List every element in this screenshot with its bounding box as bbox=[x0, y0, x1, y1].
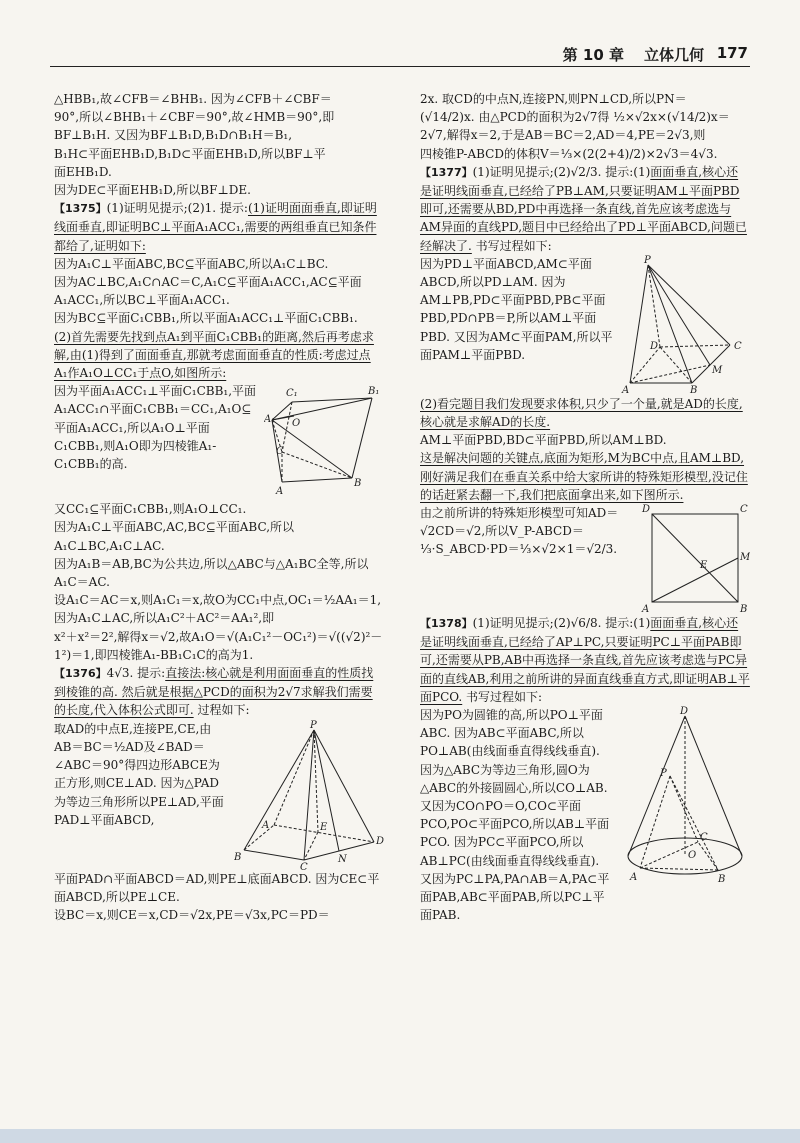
label-B: B bbox=[718, 874, 726, 886]
text-line: 因为A₁C⊥平面ABC,BC⊆平面ABC,所以A₁C⊥BC. bbox=[54, 256, 329, 271]
label-E: E bbox=[320, 821, 328, 833]
label-O: O bbox=[688, 850, 697, 862]
problem-id: 【1377】 bbox=[420, 165, 473, 179]
label-A: A bbox=[276, 486, 284, 498]
text-line: B₁H⊂平面EHB₁D,B₁D⊂平面EHB₁D,所以BF⊥平 bbox=[54, 146, 326, 161]
text-line: (2)首先需要先找到点A₁到平面C₁CBB₁的距离,然后再考虑求解,由(1)得到了面面垂直,那就考虑面面垂直的性质:考虑过点A₁作A₁O⊥CC₁于点O,如图所示: bbox=[54, 329, 374, 381]
left-column bbox=[54, 90, 384, 924]
text-line: 因为A₁C⊥平面ABC,AC,BC⊆平面ABC,所以A₁C⊥BC,A₁C⊥AC. bbox=[54, 520, 295, 553]
prism-figure-1375 bbox=[264, 382, 384, 500]
text-line: 又CC₁⊆平面C₁CBB₁,则A₁O⊥CC₁. bbox=[54, 502, 247, 517]
label-M: M bbox=[712, 364, 723, 376]
text-line: 因为DE⊂平面EHB₁D,所以BF⊥DE. bbox=[54, 183, 251, 198]
label-P: P bbox=[310, 719, 317, 731]
label-B: B bbox=[690, 384, 698, 395]
header-rule bbox=[50, 66, 750, 67]
text-line: 这是解决问题的关键点,底面为矩形,M为BC中点,且AM⊥BD,刚好满足我们在垂直关系中给大家所讲的特殊矩形模型,没记住的话赶紧去翻一下,我们把底面拿出来,如下图所示. bbox=[420, 451, 748, 502]
figure-row bbox=[420, 255, 750, 395]
text-line: 因为平面A₁ACC₁⊥平面C₁CBB₁,平面A₁ACC₁∩平面C₁CBB₁＝CC₁,A₁O⊆平面A₁ACC₁,所以A₁O⊥平面C₁CBB₁,则A₁O即为四棱锥A₁-C₁CBB₁的高. bbox=[54, 384, 257, 472]
label-P: P bbox=[644, 254, 651, 266]
label-B1: B₁ bbox=[368, 386, 380, 398]
label-D: D bbox=[650, 340, 659, 352]
text-line: 因为BC⊆平面C₁CBB₁,所以平面A₁ACC₁⊥平面C₁CBB₁. bbox=[54, 311, 358, 326]
text-line: 四棱锥P-ABCD的体积V＝⅓×(2(2+4)/2)×2√3＝4√3. bbox=[420, 146, 718, 161]
label-D: D bbox=[376, 835, 384, 847]
text-line: 面EHB₁D. bbox=[54, 164, 112, 179]
problem-1378: 【1378】(1)证明见提示;(2)√6/8. 提示:(1)面面垂直,核心还是证明线面垂直,已经给了AP⊥PC,只要证明PC⊥平面PAB即可,还需要从PB,AB中再选择一条直线,首先应该考虑选与PC异面的直线AB,利用之前所讲的异面直线垂直方式,即证明AB⊥平面PCO. 书写过程如下: bbox=[420, 616, 750, 704]
label-N: N bbox=[338, 853, 347, 865]
pyramid-figure-1376 bbox=[234, 720, 384, 870]
label-A: A bbox=[622, 384, 630, 395]
problem-1375: 【1375】(1)证明见提示;(2)1. 提示:(1)证明面面垂直,即证明线面垂直,即证明BC⊥平面A₁ACC₁,需要的两组垂直已知条件都给了,证明如下: bbox=[54, 201, 377, 253]
label-C: C bbox=[740, 504, 748, 516]
text-line: (2)看完题目我们发现要求体积,只少了一个量,就是AD的长度,核心就是求解AD的长度. bbox=[420, 396, 743, 430]
problem-id: 【1378】 bbox=[420, 617, 473, 631]
text-line: 90°,所以∠BHB₁＋∠CBF＝90°,故∠HMB＝90°,即 bbox=[54, 110, 335, 125]
text-line: BF⊥B₁H. 又因为BF⊥B₁D,B₁D∩B₁H＝B₁, bbox=[54, 128, 293, 143]
text-line: 2√7,解得x＝2,于是AB＝BC＝2,AD＝4,PE＝2√3,则 bbox=[420, 128, 706, 143]
text-line: 因为PD⊥平面ABCD,AM⊂平面ABCD,所以PD⊥AM. 因为AM⊥PB,PD⊂平面PBD,PB⊂平面PBD,PD∩PB＝P,所以AM⊥平面PBD. 又因为AM⊂平面PAM,所以平面PAM⊥平面PBD. bbox=[420, 256, 613, 362]
figure-row bbox=[54, 720, 384, 870]
cone-figure-1378 bbox=[620, 706, 750, 886]
text-line: 由之前所讲的特殊矩形模型可知AD＝√2CD＝√2,所以V_P-ABCD＝⅓·S_ABCD·PD＝⅓×√2×1＝√2/3. bbox=[420, 506, 619, 557]
page-header bbox=[0, 0, 800, 64]
page-number: 177 bbox=[716, 44, 748, 62]
chapter-label: 第 10 章 bbox=[562, 46, 624, 64]
text-line: 取AD的中点E,连接PE,CE,由AB＝BC＝½AD及∠BAD＝∠ABC＝90°得四边形ABCE为正方形,则CE⊥AD. 因为△PAD为等边三角形所以PE⊥AD,平面PAD⊥平面ABCD, bbox=[54, 721, 224, 827]
text-line: 设BC＝x,则CE＝x,CD＝√2x,PE＝√3x,PC＝PD＝ bbox=[54, 908, 330, 923]
problem-id: 【1375】 bbox=[54, 202, 107, 216]
label-B: B bbox=[234, 851, 242, 863]
figure-row bbox=[420, 706, 750, 924]
label-D: D bbox=[642, 504, 651, 516]
label-A1: A₁ bbox=[264, 414, 276, 426]
label-B: B bbox=[354, 478, 362, 490]
label-C: C bbox=[300, 861, 308, 870]
label-C1: C₁ bbox=[286, 388, 298, 400]
label-C: C bbox=[700, 832, 708, 844]
label-A: A bbox=[642, 604, 650, 615]
text-line: △HBB₁,故∠CFB＝∠BHB₁. 因为∠CFB＋∠CBF＝ bbox=[54, 92, 332, 106]
right-column bbox=[420, 90, 750, 925]
text-line: 因为AC⊥BC,A₁C∩AC＝C,A₁C⊆平面A₁ACC₁,AC⊆平面A₁ACC₁,所以BC⊥平面A₁ACC₁. bbox=[54, 275, 362, 308]
rectangle-figure-1377 bbox=[640, 504, 750, 614]
label-D: D bbox=[680, 706, 689, 718]
label-O: O bbox=[292, 418, 301, 430]
label-B: B bbox=[740, 604, 748, 615]
label-E: E bbox=[700, 560, 708, 572]
figure-row bbox=[54, 382, 384, 500]
problem-1377: 【1377】(1)证明见提示;(2)√2/3. 提示:(1)面面垂直,核心还是证明线面垂直,已经给了PB⊥AM,只要证明AM⊥平面PBD即可,还需要从BD,PD中再选择一条直线,首先应该考虑选与AM异面的直线PD,题目中已经给出了PD⊥平面ABCD,问题已经解决了. 书写过程如下: bbox=[420, 164, 747, 253]
pyramid-figure-1377 bbox=[620, 255, 750, 395]
problem-id: 【1376】 bbox=[54, 667, 107, 681]
text-line: x²＋x²＝2²,解得x＝√2,故A₁O＝√(A₁C₁²－OC₁²)＝√((√2)²－1²)＝1,即四棱锥A₁-BB₁C₁C的高为1. bbox=[54, 629, 383, 662]
label-A: A bbox=[262, 819, 270, 831]
label-M: M bbox=[740, 552, 750, 564]
figure-row bbox=[420, 504, 750, 614]
text-line: AM⊥平面PBD,BD⊂平面PBD,所以AM⊥BD. bbox=[420, 433, 667, 448]
text-line: 2x. 取CD的中点N,连接PN,则PN⊥CD,所以PN＝ bbox=[420, 92, 687, 106]
text-line: 因为A₁B＝AB,BC为公共边,所以△ABC与△A₁BC全等,所以A₁C＝AC. bbox=[54, 556, 369, 590]
text-line: 平面PAD∩平面ABCD＝AD,则PE⊥底面ABCD. 因为CE⊂平面ABCD,所以PE⊥CE. bbox=[54, 871, 380, 904]
problem-1376: 【1376】4√3. 提示:直接法:核心就是利用面面垂直的性质找到棱锥的高. 然后就是根据△PCD的面积为2√7求解我们需要的长度,代入体积公式即可. 过程如下: bbox=[54, 666, 374, 718]
footer-bar bbox=[0, 1129, 800, 1143]
text-line: 因为PO为圆锥的高,所以PO⊥平面ABC. 因为AB⊂平面ABC,所以PO⊥AB(由线面垂直得线线垂直). 因为△ABC为等边三角形,圆O为△ABC的外接圆圆心,所以CO⊥AB. 又因为CO∩PO＝O,CO⊂平面PCO,PO⊂平面PCO,所以AB⊥平面PCO. 因为PC⊂平面PCO,所以AB⊥PC(由线面垂直得线线垂直). 又因为PC⊥PA,PA∩AB＝A,PA⊂平面PAB,AB⊂平面PAB,所以PC⊥平面PAB. bbox=[420, 708, 610, 923]
chapter-title: 立体几何 bbox=[643, 46, 704, 64]
label-C: C bbox=[276, 446, 284, 458]
text-line: 设A₁C＝AC＝x,则A₁C₁＝x,故O为CC₁中点,OC₁＝½AA₁＝1,因为A₁C⊥AC,所以A₁C²＋AC²＝AA₁²,即 bbox=[54, 593, 382, 626]
label-P: P bbox=[660, 768, 667, 780]
text-line: (√14/2)x. 由△PCD的面积为2√7得 ½×√2x×(√14/2)x＝ bbox=[420, 110, 730, 125]
label-A: A bbox=[630, 872, 638, 884]
label-C: C bbox=[734, 340, 742, 352]
